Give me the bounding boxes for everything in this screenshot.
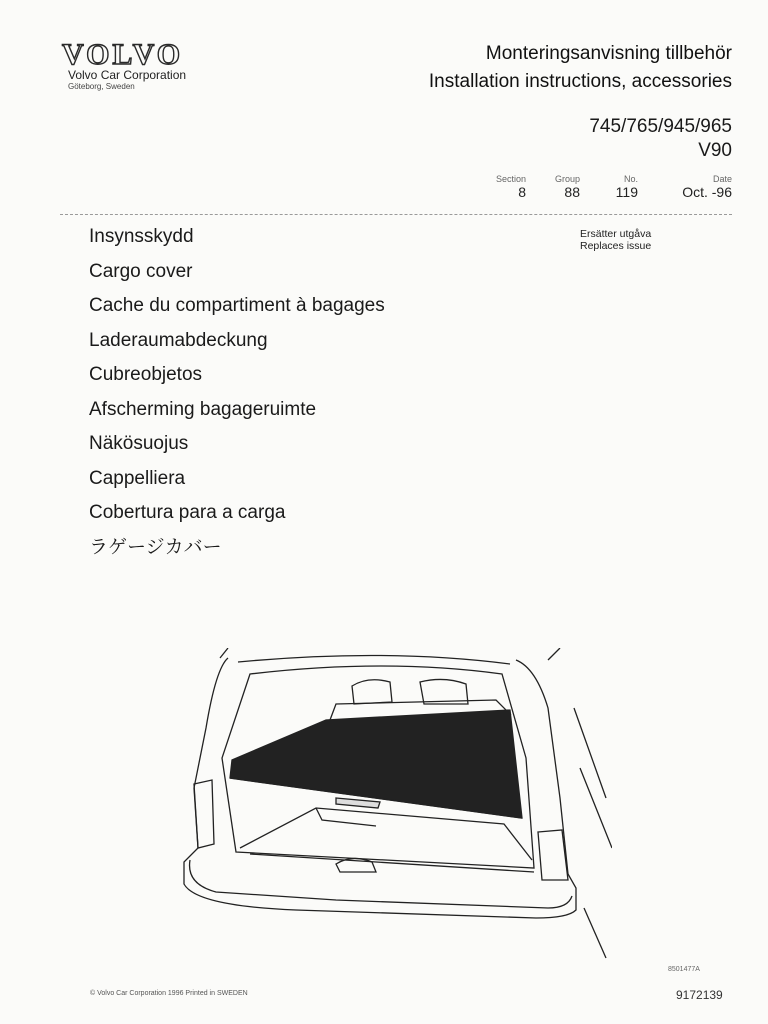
product-name-dutch: Afscherming bagageruimte [89,398,317,420]
number-value: 119 [615,184,638,200]
company-name: Volvo Car Corporation [68,68,187,82]
document-number: 9172139 [676,988,723,1002]
section-value: 8 [518,184,526,200]
cargo-cover-illustration [176,648,612,964]
volvo-logo: VOLVO [62,38,184,71]
product-name-list [89,220,385,565]
meta-date [682,174,732,200]
meta-number [616,174,638,200]
product-name-spanish: Cubreobjetos [89,364,203,385]
replaces-english: Replaces issue [580,240,652,252]
product-name-english: Cargo cover [89,260,193,282]
part-code: 8501477A [668,966,700,973]
product-name-finnish: Näkösuojus [89,433,189,454]
date-value: Oct. -96 [682,184,732,200]
product-name-italian: Cappelliera [89,467,186,489]
section-label: Section [495,174,526,184]
group-value: 88 [564,184,580,200]
product-name-swedish: Insynsskydd [89,226,194,247]
title-swedish: Monteringsanvisning tillbehör [485,43,732,64]
group-label: Group [554,174,580,184]
product-name-french: Cache du compartiment à bagages [89,295,385,316]
product-name-japanese: ラゲージカバー [89,536,222,558]
model-numbers: 745/765/945/965 [589,116,732,137]
replaces-swedish: Ersätter utgåva [580,228,652,240]
meta-group [555,174,580,200]
product-name-portuguese: Cobertura para a carga [89,502,286,523]
title-english: Installation instructions, accessories [428,71,732,92]
company-city: Göteborg, Sweden [68,82,135,91]
meta-section [496,174,526,200]
product-name-german: Laderaumabdeckung [89,329,268,351]
header-divider [60,214,732,215]
copyright-notice: © Volvo Car Corporation 1996 Printed in SWEDEN [90,990,248,997]
number-label: No. [623,174,638,184]
model-variant: V90 [698,140,732,161]
date-label: Date [712,174,732,184]
replaces-issue [580,228,651,252]
